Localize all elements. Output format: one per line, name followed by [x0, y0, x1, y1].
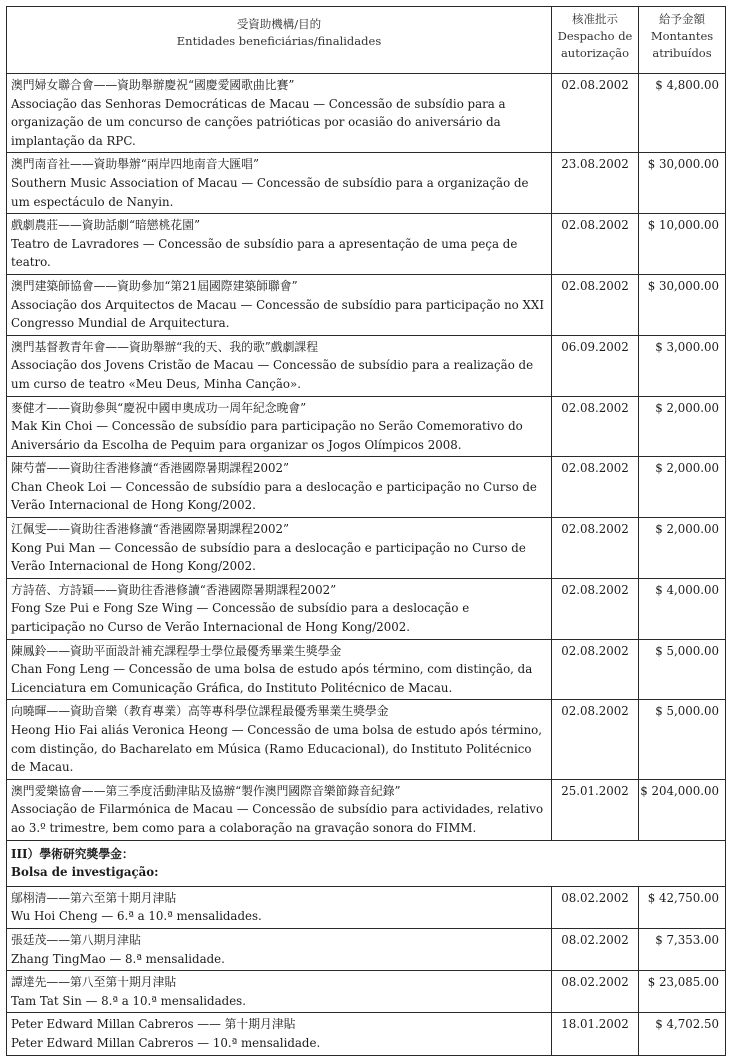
entity-zh: 方詩蓓、方詩穎——資助往香港修讀“香港國際暑期課程2002” [11, 582, 337, 597]
amount-cell: $ 204,000.00 [639, 779, 726, 840]
entity-zh: 澳門南音社——資助舉辦“兩岸四地南音大匯唱” [11, 157, 260, 172]
entity-zh: Peter Edward Millan Cabreros —— 第十期月津貼 [11, 1017, 296, 1032]
entity-cell [7, 779, 552, 840]
date-cell: 08.02.2002 [552, 886, 639, 928]
date-cell: 02.08.2002 [552, 274, 639, 335]
entity-zh: 麥健才——資助參與“慶祝中國申奧成功一周年紀念晚會” [11, 400, 307, 415]
entity-pt: Peter Edward Millan Cabreros — 10.ª mensalidade. [11, 1035, 321, 1050]
document-page [6, 6, 725, 1056]
entity-pt: Associação de Filarmónica de Macau — Concessão de subsídio para actividades, relativo ao 3.º trimestre, bem como para a colaboração na gravação sonora do FIMM. [11, 802, 544, 835]
entity-cell [7, 396, 552, 457]
table-row [7, 274, 726, 335]
table-row [7, 578, 726, 639]
entity-pt: Heong Hio Fai aliás Veronica Heong — Concessão de uma bolsa de estudo após término, com distinção, do Bacharelato em Música (Ramo Educacional), do Instituto Politécnico de Macau. [11, 723, 543, 775]
date-cell: 08.02.2002 [552, 928, 639, 970]
table-row [7, 639, 726, 700]
entity-cell [7, 639, 552, 700]
table-row [7, 74, 726, 153]
header-date [552, 7, 639, 74]
entity-cell [7, 700, 552, 779]
entity-pt: Tam Tat Sin — 8.ª a 10.ª mensalidades. [11, 993, 246, 1008]
entity-cell [7, 518, 552, 579]
amount-cell: $ 4,000.00 [639, 578, 726, 639]
amount-cell: $ 23,085.00 [639, 971, 726, 1013]
amount-cell: $ 4,702.50 [639, 1013, 726, 1055]
table-header-row [7, 7, 726, 74]
entity-zh: 戲劇農莊——資助話劇“暗戀桃花園” [11, 218, 201, 233]
entity-pt: Teatro de Lavradores — Concessão de subsídio para a apresentação de uma peça de teatro. [11, 236, 518, 270]
entity-zh: 張廷茂——第八期月津貼 [11, 932, 141, 947]
entity-pt: Wu Hoi Cheng — 6.ª a 10.ª mensalidades. [11, 909, 262, 924]
table-row [7, 971, 726, 1013]
entity-cell [7, 886, 552, 928]
table-row [7, 1013, 726, 1055]
amount-cell: $ 2,000.00 [639, 457, 726, 518]
amount-cell: $ 30,000.00 [639, 153, 726, 214]
amount-cell: $ 30,000.00 [639, 274, 726, 335]
date-cell: 02.08.2002 [552, 700, 639, 779]
entity-pt: Fong Sze Pui e Fong Sze Wing — Concessão de subsídio para a deslocação e participação no Curso de Verão Internacional de Hong Kong/2002. [11, 601, 470, 635]
section-heading-zh: III）學術研究獎學金： [11, 846, 134, 861]
entity-cell [7, 971, 552, 1013]
header-amount-pt-2: atribuídos [652, 46, 712, 60]
header-amount [639, 7, 726, 74]
header-date-pt-1: Despacho de [557, 29, 633, 43]
date-cell: 02.08.2002 [552, 457, 639, 518]
section-heading [7, 840, 726, 886]
amount-cell: $ 5,000.00 [639, 639, 726, 700]
date-cell: 18.01.2002 [552, 1013, 639, 1055]
entity-pt: Associação das Senhoras Democráticas de Macau — Concessão de subsídio para a organização de um concurso de canções patrióticas por ocasião do aniversário da implantação da RPC. [11, 96, 506, 148]
entity-pt: Chan Cheok Loi — Concessão de subsídio para a deslocação e participação no Curso de Verão Internacional de Hong Kong/2002. [11, 479, 537, 513]
entity-zh: 陳芍蕾——資助往香港修讀“香港國際暑期課程2002” [11, 461, 290, 476]
table-row [7, 518, 726, 579]
entity-cell [7, 274, 552, 335]
entity-zh: 澳門基督教青年會——資助舉辦“我的天、我的歌”戲劇課程 [11, 339, 318, 354]
date-cell: 02.08.2002 [552, 74, 639, 153]
table-row [7, 700, 726, 779]
entity-zh: 江佩雯——資助往香港修讀“香港國際暑期課程2002” [11, 522, 290, 537]
date-cell: 02.08.2002 [552, 639, 639, 700]
subsidy-table [6, 6, 726, 1056]
entity-cell [7, 457, 552, 518]
entity-cell [7, 214, 552, 275]
table-row [7, 779, 726, 840]
table-row [7, 335, 726, 396]
header-entity-zh: 受資助機構/目的 [236, 17, 322, 31]
date-cell: 02.08.2002 [552, 578, 639, 639]
entity-cell [7, 1013, 552, 1055]
table-row [7, 457, 726, 518]
entity-pt: Mak Kin Choi — Concessão de subsídio para participação no Serão Comemorativo do Aniversário da Escolha de Pequim para organizar os Jogos Olímpicos 2008. [11, 419, 523, 452]
date-cell: 02.08.2002 [552, 214, 639, 275]
entity-pt: Zhang TingMao — 8.ª mensalidade. [11, 951, 225, 966]
entity-zh: 陳鳳鈴——資助平面設計補充課程學士學位最優秀畢業生獎學金 [11, 643, 342, 658]
entity-pt: Associação dos Arquitectos de Macau — Concessão de subsídio para participação no XXI Congresso Mundial de Arquitectura. [11, 297, 544, 331]
entity-zh: 譚達先——第八至第十期月津貼 [11, 975, 177, 990]
amount-cell: $ 7,353.00 [639, 928, 726, 970]
table-row [7, 928, 726, 970]
date-cell: 08.02.2002 [552, 971, 639, 1013]
header-date-pt-2: autorização [560, 46, 630, 60]
entity-cell [7, 335, 552, 396]
amount-cell: $ 3,000.00 [639, 335, 726, 396]
entity-cell [7, 153, 552, 214]
entity-pt: Chan Fong Leng — Concessão de uma bolsa de estudo após término, com distinção, da Licenciatura em Comunicação Gráfica, do Instituto Politécnico de Macau. [11, 662, 533, 695]
table-row [7, 153, 726, 214]
entity-pt: Southern Music Association of Macau — Concessão de subsídio para a organização de um espectáculo de Nanyin. [11, 175, 529, 209]
date-cell: 23.08.2002 [552, 153, 639, 214]
entity-pt: Associação dos Jovens Cristão de Macau — Concessão de subsídio para a realização de um curso de teatro «Meu Deus, Minha Canção». [11, 358, 534, 391]
date-cell: 02.08.2002 [552, 518, 639, 579]
amount-cell: $ 2,000.00 [639, 396, 726, 457]
entity-cell [7, 74, 552, 153]
amount-cell: $ 10,000.00 [639, 214, 726, 275]
header-amount-pt-1: Montantes [650, 29, 714, 43]
entity-pt: Kong Pui Man — Concessão de subsídio para a deslocação e participação no Curso de Verão Internacional de Hong Kong/2002. [11, 540, 526, 574]
entity-zh: 澳門愛樂協會——第三季度活動津貼及協辦“製作澳門國際音樂節錄音紀錄” [11, 783, 401, 798]
entity-zh: 鄔栩清——第六至第十期月津貼 [11, 890, 177, 905]
header-amount-zh: 給予金額 [659, 12, 705, 26]
header-date-zh: 核准批示 [572, 12, 618, 26]
section-row [7, 840, 726, 886]
entity-zh: 澳門婦女聯合會——資助舉辦慶祝“國慶愛國歌曲比賽” [11, 78, 295, 92]
table-row [7, 886, 726, 928]
amount-cell: $ 2,000.00 [639, 518, 726, 579]
header-entity [7, 7, 552, 74]
date-cell: 25.01.2002 [552, 779, 639, 840]
date-cell: 06.09.2002 [552, 335, 639, 396]
entity-cell [7, 928, 552, 970]
date-cell: 02.08.2002 [552, 396, 639, 457]
entity-zh: 澳門建築師協會——資助參加“第21屆國際建築師聯會” [11, 278, 298, 293]
amount-cell: $ 5,000.00 [639, 700, 726, 779]
entity-cell [7, 578, 552, 639]
section-heading-pt: Bolsa de investigação: [11, 865, 159, 880]
entity-zh: 向曉暉——資助音樂（教育專業）高等專科學位課程最優秀畢業生獎學金 [11, 704, 389, 719]
amount-cell: $ 42,750.00 [639, 886, 726, 928]
header-entity-pt: Entidades beneficiárias/finalidades [176, 34, 382, 48]
table-row [7, 214, 726, 275]
amount-cell: $ 4,800.00 [639, 74, 726, 153]
table-row [7, 396, 726, 457]
